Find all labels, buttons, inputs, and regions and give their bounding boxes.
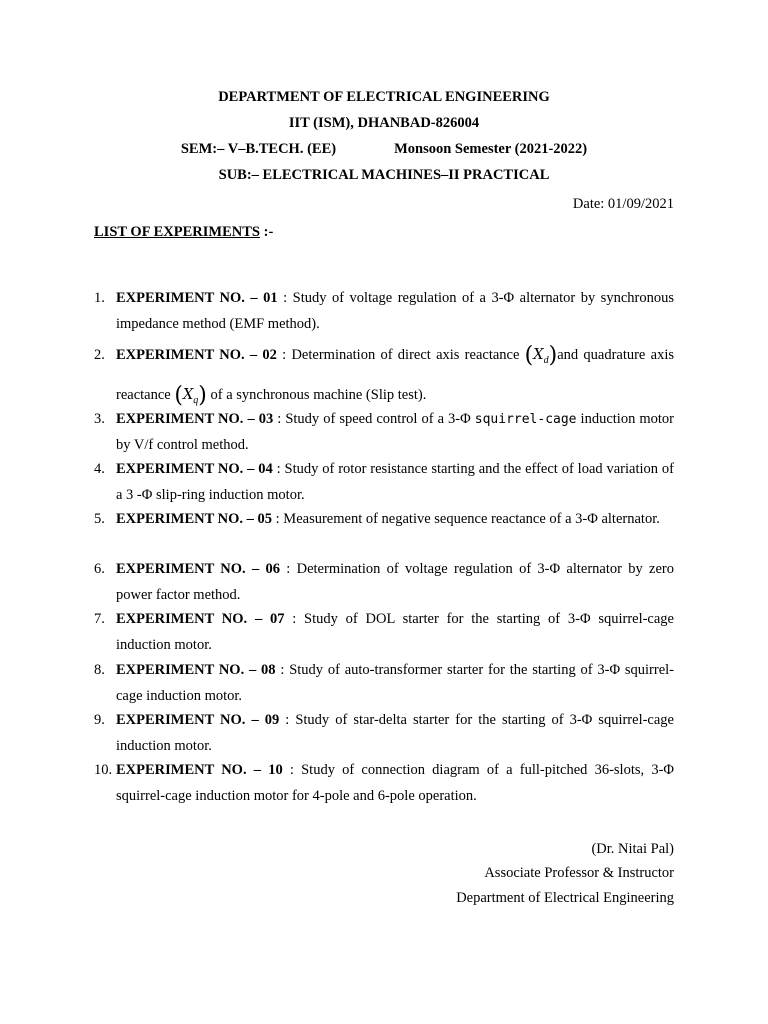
item-number: 10. <box>94 762 113 778</box>
date-line: Date: 01/09/2021 <box>572 196 674 212</box>
item-number: 1. <box>94 290 105 306</box>
experiment-label: EXPERIMENT NO. – 02 <box>116 347 277 363</box>
list-item: 2. EXPERIMENT NO. – 02 : Determination of direct axis reactance $(X_d)and$ quadrature axis reactance $(X_q)$ of a synchronous machine (Slip test). <box>94 338 674 418</box>
experiment-text: : Study of auto-transformer starter for the starting of 3-Φ squirrel-cage induction motor. <box>116 662 674 704</box>
semester-heading <box>0 140 768 158</box>
experiment-text: : Study of speed control of a 3-Φ <box>273 411 475 427</box>
list-item <box>94 658 674 709</box>
symbol-xd: X <box>533 347 544 363</box>
signature-department: Department of Electrical Engineering <box>456 890 674 906</box>
item-number: 6. <box>94 561 105 577</box>
experiment-text: of a synchronous machine (Slip test). <box>206 387 427 403</box>
experiment-text: : Determination of voltage regulation of 3-Φ alternator by zero power factor method. <box>116 561 674 603</box>
list-item <box>94 407 674 458</box>
experiment-text: : Study of voltage regulation of a 3-Φ alternator by synchronous impedance method (EMF method). <box>116 290 674 332</box>
list-title-text: LIST OF EXPERIMENTS <box>94 224 260 240</box>
list-item <box>94 708 674 759</box>
experiment-label: EXPERIMENT NO. – 10 <box>116 762 283 778</box>
experiment-text: induction motor by V/f control method. <box>116 411 674 453</box>
experiment-text: : Study of DOL starter for the starting of 3-Φ squirrel-cage induction motor. <box>116 611 674 653</box>
department-heading: DEPARTMENT OF ELECTRICAL ENGINEERING <box>218 89 550 105</box>
sem-text: SEM:– V–B.TECH. (EE) <box>180 141 337 157</box>
list-item <box>94 607 674 658</box>
list-item <box>94 457 674 508</box>
item-number: 7. <box>94 611 105 627</box>
item-number: 4. <box>94 461 105 477</box>
experiment-label: EXPERIMENT NO. – 06 <box>116 561 281 577</box>
item-number: 8. <box>94 662 105 678</box>
list-title <box>94 223 273 241</box>
experiment-label: EXPERIMENT NO. – 08 <box>116 662 276 678</box>
item-number: 9. <box>94 712 105 728</box>
experiment-text: : Measurement of negative sequence reactance of a 3-Φ alternator. <box>272 511 660 527</box>
list-item <box>94 557 674 608</box>
experiment-text: : Study of star-delta starter for the starting of 3-Φ squirrel-cage induction motor. <box>116 712 674 754</box>
item-number: 2. <box>94 347 105 363</box>
experiment-label: EXPERIMENT NO. – 04 <box>116 461 273 477</box>
experiment-label: EXPERIMENT NO. – 01 <box>116 290 278 306</box>
list-item <box>94 758 674 809</box>
experiment-text: and quadrature axis reactance <box>116 347 674 403</box>
institute-heading: IIT (ISM), DHANBAD-826004 <box>288 115 480 131</box>
experiment-text: : Study of connection diagram of a full-pitched 36-slots, 3-Φ squirrel-cage induction motor for 4-pole and 6-pole operation. <box>116 762 674 804</box>
signature-name: (Dr. Nitai Pal) <box>591 841 674 857</box>
experiment-label: EXPERIMENT NO. – 07 <box>116 611 285 627</box>
subscript-q: q <box>193 395 199 406</box>
experiment-label: EXPERIMENT NO. – 03 <box>116 411 274 427</box>
list-item <box>94 286 674 337</box>
experiment-text: : Study of rotor resistance starting and the effect of load variation of a 3 -Φ slip-ring induction motor. <box>116 461 674 503</box>
list-title-suffix: :- <box>260 224 274 240</box>
experiment-label: EXPERIMENT NO. – 09 <box>116 712 280 728</box>
item-number: 5. <box>94 511 105 527</box>
experiment-label: EXPERIMENT NO. – 05 <box>116 511 273 527</box>
semester-text: Monsoon Semester (2021-2022) <box>394 141 588 157</box>
experiment-text-mono: squirrel-cage <box>474 412 577 427</box>
signature-title: Associate Professor & Instructor <box>484 865 674 881</box>
item-number: 3. <box>94 411 105 427</box>
subject-heading: SUB:– ELECTRICAL MACHINES–II PRACTICAL <box>218 167 550 183</box>
list-item <box>94 507 674 533</box>
subscript-d: d <box>543 355 549 366</box>
experiment-text: : Determination of direct axis reactance <box>276 347 525 363</box>
symbol-xq: X <box>182 387 194 403</box>
